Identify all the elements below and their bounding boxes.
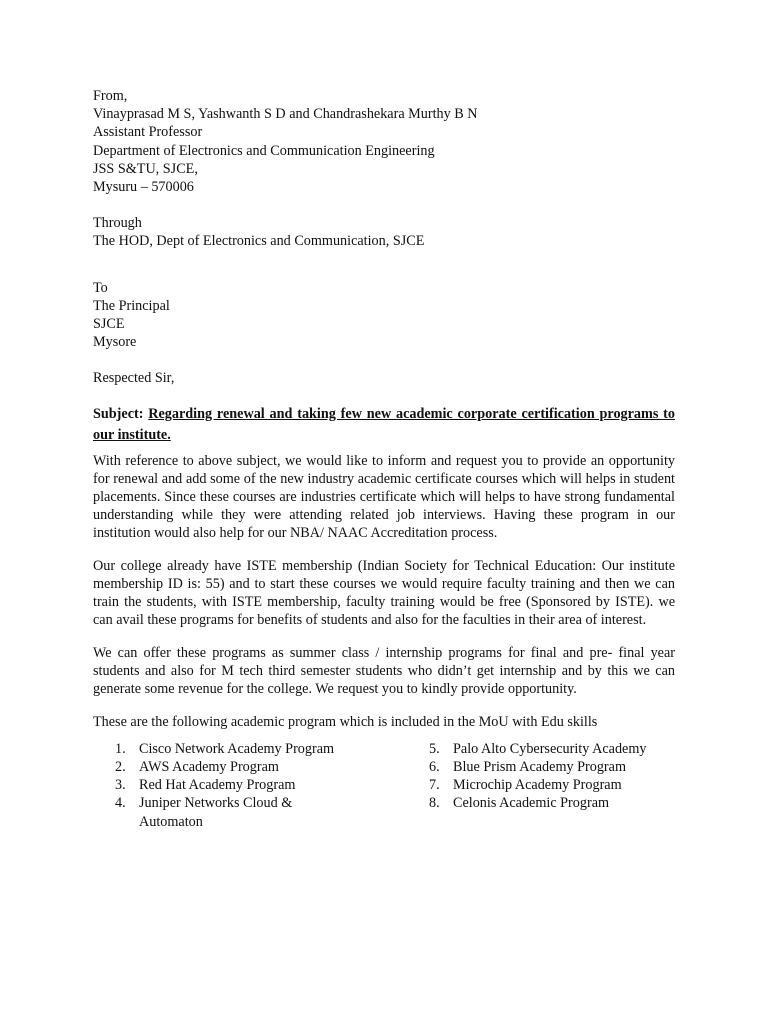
- program-name: Blue Prism Academy Program: [453, 759, 626, 776]
- list-number: 1.: [115, 740, 126, 757]
- through-label: Through: [93, 215, 142, 232]
- from-label: From,: [93, 88, 128, 104]
- program-list: [93, 740, 675, 830]
- list-item: [429, 794, 679, 812]
- program-name: AWS Academy Program: [139, 759, 279, 776]
- program-name: Cisco Network Academy Program: [139, 740, 335, 757]
- list-number: 2.: [115, 759, 126, 776]
- to-city: Mysore: [93, 334, 137, 351]
- list-number: 3.: [115, 777, 126, 794]
- body-paragraph-1: With reference to above subject, we would like to inform and request you to provide an opportunity for renewal and add some of the new industry academic certificate courses which will helps in student placements. Since these courses are industries certificate which will helps to have strong fundamental understanding while they were attending related job interviews. Having these program in our institution would also help for our NBA/ NAAC Accreditation process.: [93, 452, 675, 542]
- body-paragraph-3: We can offer these programs as summer class / internship programs for final and pre- final year students and also for M tech third semester students who didn’t get internship and by this we can generate some revenue for the college. We request you to kindly provide opportunity.: [93, 644, 675, 698]
- list-item: [115, 794, 345, 830]
- program-list-right: [429, 740, 679, 813]
- from-city: Mysuru – 570006: [93, 179, 194, 196]
- from-designation: Assistant Professor: [93, 124, 203, 141]
- list-number: 7.: [429, 777, 440, 794]
- to-college: SJCE: [93, 316, 125, 333]
- list-item: [429, 776, 679, 794]
- subject-line: [93, 404, 675, 446]
- salutation: Respected Sir,: [93, 370, 175, 387]
- from-institution: JSS S&TU, SJCE,: [93, 160, 198, 177]
- list-item: [115, 740, 345, 758]
- to-label: To: [93, 279, 108, 296]
- program-name: Microchip Academy Program: [453, 777, 622, 794]
- to-block: [93, 279, 675, 352]
- letter-page: [93, 87, 675, 830]
- subject-label: Subject:: [93, 405, 144, 422]
- from-block: [93, 87, 675, 196]
- to-recipient: The Principal: [93, 297, 170, 314]
- program-name: Juniper Networks Cloud & Automaton: [139, 795, 293, 830]
- list-item: [115, 758, 345, 776]
- subject-text: Regarding renewal and taking few new academic corporate certification programs to our institute.: [93, 405, 675, 443]
- list-number: 4.: [115, 795, 126, 812]
- list-item: [429, 758, 679, 776]
- list-number: 8.: [429, 795, 440, 812]
- from-department: Department of Electronics and Communication Engineering: [93, 142, 435, 159]
- program-name: Red Hat Academy Program: [139, 777, 296, 794]
- programs-intro: These are the following academic program which is included in the MoU with Edu skills: [93, 713, 598, 730]
- program-list-left: [115, 740, 345, 831]
- list-number: 5.: [429, 740, 440, 757]
- through-hod: The HOD, Dept of Electronics and Communication, SJCE: [93, 233, 425, 250]
- program-name: Palo Alto Cybersecurity Academy: [453, 740, 647, 757]
- list-number: 6.: [429, 759, 440, 776]
- list-item: [429, 740, 679, 758]
- body-paragraph-2: Our college already have ISTE membership (Indian Society for Technical Education: Our institute membership ID is: 55) and to start these courses we would require faculty training and then we can train the students, with ISTE membership, faculty training would be free (Sponsored by ISTE). we can avail these programs for benefits of students and also for the faculties in their area of interest.: [93, 557, 675, 629]
- list-item: [115, 776, 345, 794]
- through-block: [93, 214, 675, 250]
- program-name: Celonis Academic Program: [453, 795, 610, 812]
- from-authors: Vinayprasad M S, Yashwanth S D and Chandrashekara Murthy B N: [93, 106, 478, 123]
